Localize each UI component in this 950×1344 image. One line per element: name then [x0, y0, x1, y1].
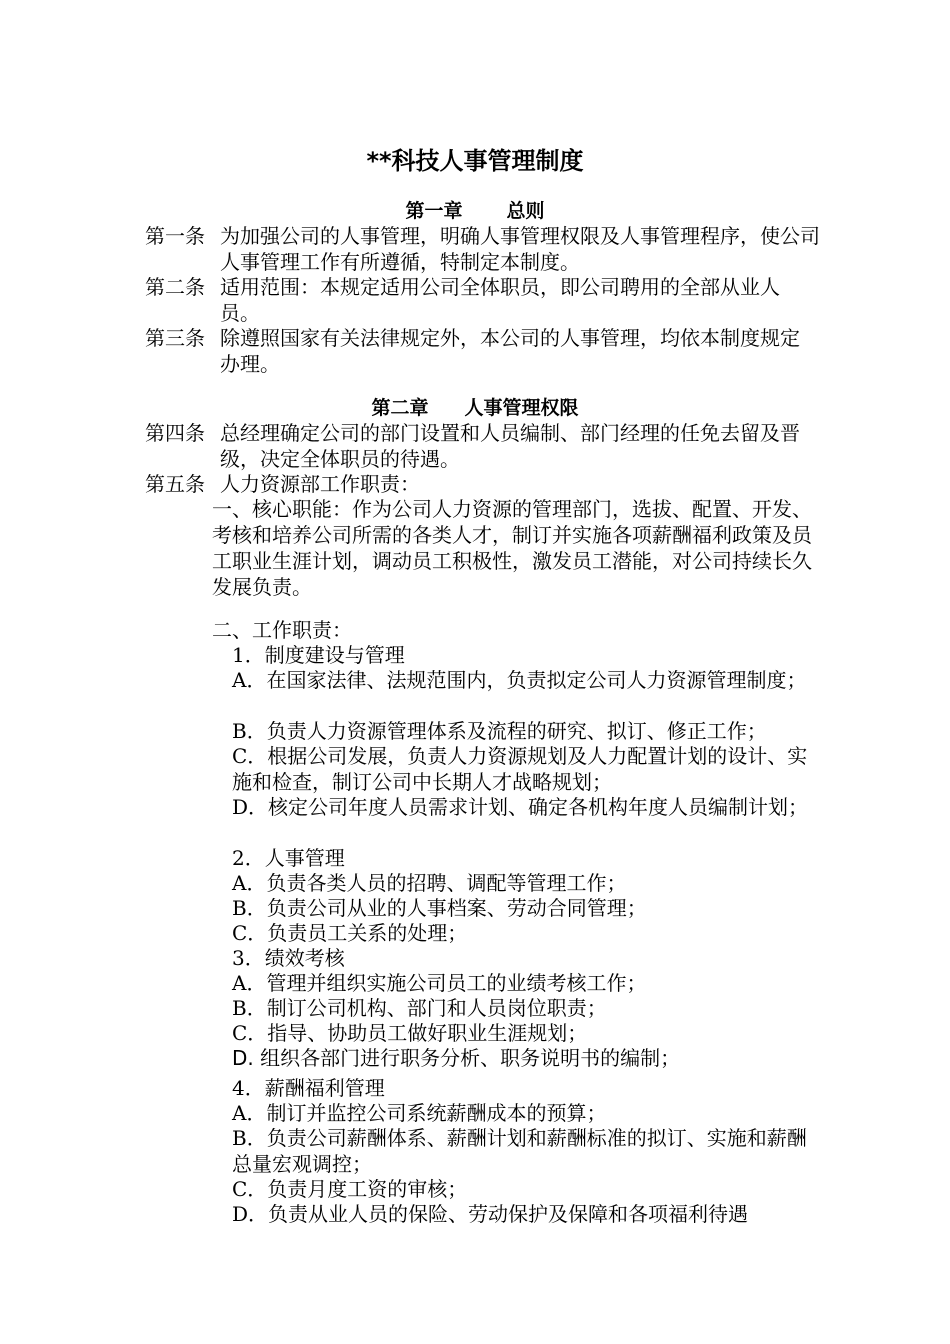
- list-item: A．在国家法律、法规范围内，负责拟定公司人力资源管理制度；: [232, 668, 807, 692]
- article-3: [145, 325, 825, 377]
- chapter-heading-1: [0, 198, 950, 224]
- list-item-letter: D.: [232, 1046, 254, 1070]
- core-function-paragraph: 一、核心职能：作为公司人力资源的管理部门，选拔、配置、开发、考核和培养公司所需的各类人才，制订并实施各项薪酬福利政策及员工职业生涯计划，调动员工积极性，激发员工潜能，对公司持续长久发展负责。: [212, 497, 812, 599]
- list-item: A．负责各类人员的招聘、调配等管理工作；: [232, 871, 627, 895]
- chapter-number: 第一章: [405, 200, 463, 222]
- article-text: 适用范围：本规定适用公司全体职员，即公司聘用的全部从业人员。: [220, 275, 780, 325]
- chapter-name: 人事管理权限: [464, 397, 579, 419]
- chapter-heading-2: [0, 395, 950, 421]
- list-item: A．制订并监控公司系统薪酬成本的预算；: [232, 1101, 607, 1125]
- chapter-number: 第二章: [371, 397, 429, 419]
- chapter-name: 总则: [506, 200, 545, 222]
- list-item: D．核定公司年度人员需求计划、确定各机构年度人员编制计划；: [232, 795, 809, 819]
- list-item-text: 组织各部门进行职务分析、职务说明书的编制；: [260, 1046, 681, 1070]
- article-1: [145, 223, 825, 275]
- section-heading-2: 2．人事管理: [232, 846, 345, 870]
- article-label: 第三条: [145, 326, 205, 350]
- article-text: 总经理确定公司的部门设置和人员编制、部门经理的任免去留及晋级，决定全体职员的待遇。: [220, 421, 800, 471]
- article-4: [145, 420, 825, 472]
- list-item: A．管理并组织实施公司员工的业绩考核工作；: [232, 971, 647, 995]
- list-item: B．制订公司机构、部门和人员岗位职责；: [232, 996, 607, 1020]
- section-heading-4: 4．薪酬福利管理: [232, 1076, 385, 1100]
- article-label: 第二条: [145, 275, 205, 299]
- article-2: [145, 274, 825, 326]
- list-item: C．根据公司发展，负责人力资源规划及人力配置计划的设计、实施和检查，制订公司中长期人才战略规划；: [232, 744, 808, 794]
- article-text: 除遵照国家有关法律规定外，本公司的人事管理，均依本制度规定办理。: [220, 326, 800, 376]
- list-item: C．负责员工关系的处理；: [232, 921, 468, 945]
- document-title: **科技人事管理制度: [366, 147, 584, 175]
- duties-heading: 二、工作职责：: [212, 618, 352, 642]
- section-heading-1: 1．制度建设与管理: [232, 643, 405, 667]
- article-label: 第四条: [145, 421, 205, 445]
- article-text: 人力资源部工作职责：: [220, 472, 420, 496]
- list-item: B．负责公司薪酬体系、薪酬计划和薪酬标准的拟订、实施和薪酬总量宏观调控；: [232, 1126, 807, 1176]
- article-label: 第一条: [145, 224, 205, 248]
- list-item: D．负责从业人员的保险、劳动保护及保障和各项福利待遇: [232, 1202, 749, 1226]
- article-text: 为加强公司的人事管理，明确人事管理权限及人事管理程序，使公司人事管理工作有所遵循，特制定本制度。: [220, 224, 820, 274]
- list-item: B．负责人力资源管理体系及流程的研究、拟订、修正工作；: [232, 719, 767, 743]
- list-item: C．指导、协助员工做好职业生涯规划；: [232, 1021, 588, 1045]
- list-item: [232, 1045, 817, 1071]
- section-heading-3: 3．绩效考核: [232, 946, 345, 970]
- article-5: [145, 471, 825, 497]
- article-label: 第五条: [145, 472, 205, 496]
- list-item: B．负责公司从业的人事档案、劳动合同管理；: [232, 896, 647, 920]
- list-item: C．负责月度工资的审核；: [232, 1177, 468, 1201]
